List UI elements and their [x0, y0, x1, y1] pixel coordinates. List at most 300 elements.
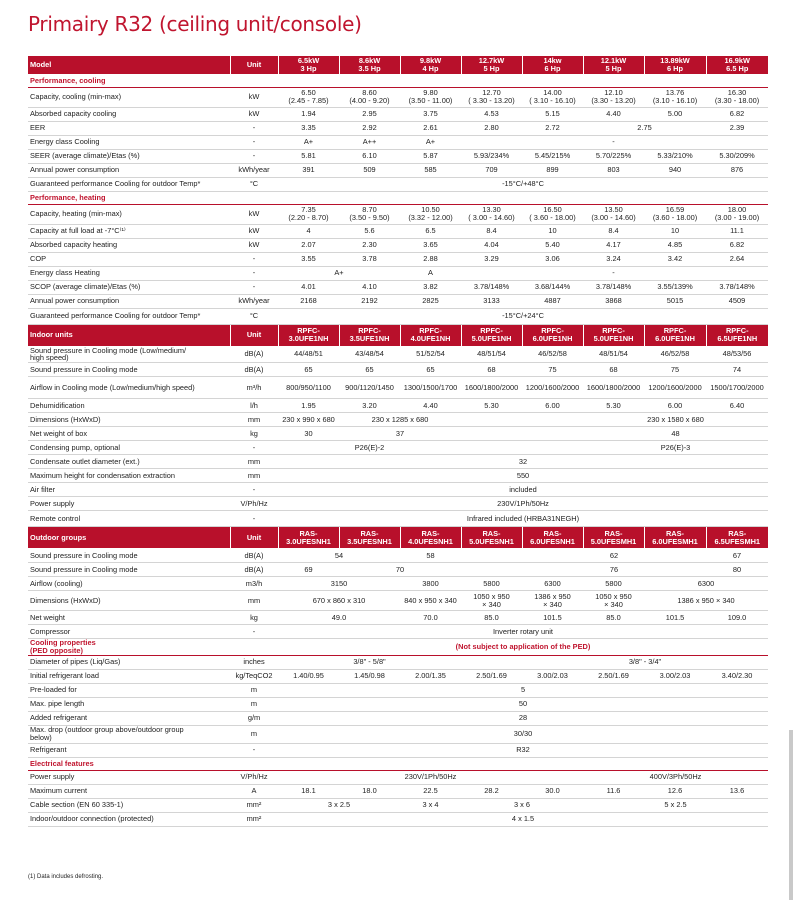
table-row [28, 149, 768, 163]
value-cell: 1300/1500/1700 [400, 377, 461, 399]
value-cell [461, 563, 522, 577]
section-row [28, 639, 768, 656]
value-cell: 6.5 [400, 224, 461, 238]
value-cell: 709 [461, 163, 522, 177]
table-row [28, 280, 768, 294]
value-cell: 1386 x 950 × 340 [644, 591, 768, 611]
table-row [28, 107, 768, 121]
table-row [28, 711, 768, 725]
value-cell: Inverter rotary unit [278, 625, 768, 639]
table-row [28, 413, 768, 427]
row-label: Dimensions (HxWxD) [28, 591, 230, 611]
row-label: Max. pipe length [28, 697, 230, 711]
table-row [28, 399, 768, 413]
value-cell: 4.17 [583, 238, 644, 252]
value-cell: 1050 x 950 × 340 [461, 591, 522, 611]
page-title: Primairy R32 (ceiling unit/console) [28, 12, 362, 36]
table-row [28, 511, 768, 527]
value-cell: 5.30 [583, 399, 644, 413]
value-cell: 1200/1600/2000 [522, 377, 583, 399]
section-title: Performance, heating [28, 191, 768, 204]
scrollbar[interactable] [789, 730, 793, 900]
unit-cell: g/m [230, 711, 278, 725]
column-header: RPFC- 6.0UFE1NH [644, 324, 706, 346]
column-header: RAS- 3.0UFESNH1 [278, 527, 339, 549]
unit-cell: - [230, 280, 278, 294]
value-cell: 10 [522, 224, 583, 238]
value-cell [461, 427, 522, 441]
value-cell [461, 413, 522, 427]
value-cell: 5.30/209% [706, 149, 768, 163]
value-cell: 8.4 [461, 224, 522, 238]
column-header: 6.5kW 3 Hp [278, 56, 339, 74]
value-cell: 230V/1Ph/50Hz [278, 770, 583, 784]
footnote: (1) Data includes defrosting. [28, 874, 104, 880]
value-cell: 28 [278, 711, 768, 725]
table-row [28, 812, 768, 826]
column-header: RAS- 5.0UFESNH1 [461, 527, 522, 549]
value-cell: 16.59 (3.60 - 18.00) [644, 204, 706, 224]
value-cell: 13.6 [706, 784, 768, 798]
unit-cell: - [230, 121, 278, 135]
value-cell: 2.80 [461, 121, 522, 135]
value-cell: 5.93/234% [461, 149, 522, 163]
value-cell: 65 [278, 363, 339, 377]
value-cell: 2.75 [583, 121, 706, 135]
value-cell: 840 x 950 x 340 [400, 591, 461, 611]
column-header: RPFC- 6.5UFE1NH [706, 324, 768, 346]
unit-cell: - [230, 511, 278, 527]
value-cell: 3/8" - 5/8" [278, 655, 461, 669]
value-cell: 2.95 [339, 107, 400, 121]
value-cell: 5.33/210% [644, 149, 706, 163]
unit-cell: - [230, 625, 278, 639]
value-cell [706, 266, 768, 280]
column-header: 12.7kW 5 Hp [461, 56, 522, 74]
table-header-row [28, 527, 768, 549]
unit-cell: Unit [230, 324, 278, 346]
table-row [28, 224, 768, 238]
row-label: Dimensions (HxWxD) [28, 413, 230, 427]
column-header: RPFC- 6.0UFE1NH [522, 324, 583, 346]
unit-cell: dB(A) [230, 549, 278, 563]
column-header: RPFC- 3.0UFE1NH [278, 324, 339, 346]
unit-cell: inches [230, 655, 278, 669]
value-cell: A [400, 266, 461, 280]
value-cell: 75 [522, 363, 583, 377]
value-cell: 65 [339, 363, 400, 377]
row-label: Cable section (EN 60 335-1) [28, 798, 230, 812]
value-cell: 4.85 [644, 238, 706, 252]
row-label: Net weight [28, 611, 230, 625]
table-row [28, 204, 768, 224]
value-cell: 2.00/1.35 [400, 669, 461, 683]
value-cell [706, 135, 768, 149]
unit-cell: - [230, 252, 278, 266]
value-cell: 67 [706, 549, 768, 563]
table-row [28, 252, 768, 266]
value-cell: A++ [339, 135, 400, 149]
value-cell: 3133 [461, 294, 522, 308]
value-cell: 2168 [278, 294, 339, 308]
value-cell: 800/950/1100 [278, 377, 339, 399]
value-cell: 5.40 [522, 238, 583, 252]
value-cell: 46/52/58 [522, 346, 583, 363]
value-cell: 85.0 [583, 611, 644, 625]
table-row [28, 238, 768, 252]
unit-cell: mm [230, 455, 278, 469]
value-cell: 6300 [644, 577, 768, 591]
value-cell: 9.80 (3.50 - 11.00) [400, 87, 461, 107]
table-row [28, 87, 768, 107]
value-cell: 48/53/56 [706, 346, 768, 363]
column-header: RPFC- 3.5UFE1NH [339, 324, 400, 346]
value-cell: 6.40 [706, 399, 768, 413]
column-header: 9.8kW 4 Hp [400, 56, 461, 74]
value-cell: 22.5 [400, 784, 461, 798]
table-row [28, 427, 768, 441]
row-label: Sound pressure in Cooling mode [28, 549, 230, 563]
unit-cell: kW [230, 238, 278, 252]
value-cell: 11.6 [583, 784, 644, 798]
value-cell: 5015 [644, 294, 706, 308]
unit-cell: l/h [230, 399, 278, 413]
value-cell: 68 [583, 363, 644, 377]
row-label: Absorbed capacity cooling [28, 107, 230, 121]
unit-cell: - [230, 743, 278, 757]
value-cell: 16.30 (3.30 - 18.00) [706, 87, 768, 107]
value-cell: 5.45/215% [522, 149, 583, 163]
value-cell: 3.24 [583, 252, 644, 266]
value-cell: 3.00/2.03 [644, 669, 706, 683]
value-cell: 12.10 (3.30 - 13.20) [583, 87, 644, 107]
value-cell: 3.78/148% [706, 280, 768, 294]
value-cell: 43/48/54 [339, 346, 400, 363]
table-row [28, 266, 768, 280]
value-cell: 2.50/1.69 [583, 669, 644, 683]
value-cell: 1.95 [278, 399, 339, 413]
value-cell [522, 427, 583, 441]
row-label: Compressor [28, 625, 230, 639]
unit-cell: Unit [230, 527, 278, 549]
row-label: Air filter [28, 483, 230, 497]
table-row [28, 497, 768, 511]
value-cell: 32 [278, 455, 768, 469]
value-cell: 1200/1600/2000 [644, 377, 706, 399]
unit-cell: kWh/year [230, 294, 278, 308]
value-cell: 2.88 [400, 252, 461, 266]
value-cell: 1.45/0.98 [339, 669, 400, 683]
value-cell: 6.82 [706, 107, 768, 121]
table-row [28, 377, 768, 399]
row-label: COP [28, 252, 230, 266]
value-cell: 4.04 [461, 238, 522, 252]
unit-cell: Unit [230, 56, 278, 74]
column-header: RPFC- 5.0UFE1NH [461, 324, 522, 346]
unit-cell: m [230, 725, 278, 743]
table-row [28, 697, 768, 711]
value-cell: 4 [278, 224, 339, 238]
value-cell: 2.50/1.69 [461, 669, 522, 683]
table-row [28, 563, 768, 577]
row-label: Energy class Cooling [28, 135, 230, 149]
value-cell: 6.00 [644, 399, 706, 413]
value-cell: 391 [278, 163, 339, 177]
value-cell: 2.61 [400, 121, 461, 135]
unit-cell: - [230, 441, 278, 455]
row-label: Sound pressure in Cooling mode [28, 563, 230, 577]
unit-cell: kg/TeqCO2 [230, 669, 278, 683]
row-label: Annual power consumption [28, 294, 230, 308]
value-cell: 230 x 1580 x 680 [583, 413, 768, 427]
section-title: Electrical features [28, 757, 768, 770]
table-row [28, 611, 768, 625]
value-cell: 8.60 (4.00 - 9.20) [339, 87, 400, 107]
value-cell: 3.35 [278, 121, 339, 135]
column-header: RPFC- 4.0UFE1NH [400, 324, 461, 346]
row-label: Maximum height for condensation extraction [28, 469, 230, 483]
table-row [28, 363, 768, 377]
section-row [28, 757, 768, 770]
value-cell: 3800 [400, 577, 461, 591]
value-cell: 12.6 [644, 784, 706, 798]
row-label: Indoor/outdoor connection (protected) [28, 812, 230, 826]
value-cell: 6300 [522, 577, 583, 591]
value-cell: 6.00 [522, 399, 583, 413]
value-cell: 8.4 [583, 224, 644, 238]
value-cell: 54 [278, 549, 400, 563]
value-cell: 3.20 [339, 399, 400, 413]
value-cell: 876 [706, 163, 768, 177]
value-cell: 3.65 [400, 238, 461, 252]
column-header: RAS- 6.0UFESMH1 [644, 527, 706, 549]
value-cell: 3868 [583, 294, 644, 308]
table-row [28, 683, 768, 697]
value-cell: 76 [522, 563, 706, 577]
value-cell: 3.40/2.30 [706, 669, 768, 683]
section-row [28, 74, 768, 87]
value-cell: 28.2 [461, 784, 522, 798]
value-cell: 940 [644, 163, 706, 177]
row-label: Airflow (cooling) [28, 577, 230, 591]
value-cell: 5.6 [339, 224, 400, 238]
table-row [28, 469, 768, 483]
value-cell: 230V/1Ph/50Hz [278, 497, 768, 511]
value-cell: 4.40 [400, 399, 461, 413]
unit-cell: V/Ph/Hz [230, 770, 278, 784]
value-cell: 3.55 [278, 252, 339, 266]
value-cell: 2.72 [522, 121, 583, 135]
value-cell: 5.15 [522, 107, 583, 121]
value-cell: 68 [461, 363, 522, 377]
value-cell: 50 [278, 697, 768, 711]
value-cell [461, 655, 522, 669]
value-cell: 1.94 [278, 107, 339, 121]
value-cell: 46/52/58 [644, 346, 706, 363]
header-label: Indoor units [28, 324, 230, 346]
value-cell: 37 [339, 427, 461, 441]
value-cell: 3.68/144% [522, 280, 583, 294]
value-cell: 3.78/148% [583, 280, 644, 294]
column-header: RPFC- 5.0UFE1NH [583, 324, 644, 346]
value-cell: 101.5 [522, 611, 583, 625]
section-title: Cooling properties (PED opposite) [28, 639, 230, 656]
header-label: Outdoor groups [28, 527, 230, 549]
value-cell: R32 [278, 743, 768, 757]
column-header: 14kw 6 Hp [522, 56, 583, 74]
value-cell: 5.70/225% [583, 149, 644, 163]
column-header: RAS- 6.5UFESMH1 [706, 527, 768, 549]
value-cell [461, 549, 522, 563]
row-label: Sound pressure in Cooling mode (Low/medium/ high speed) [28, 346, 230, 363]
unit-cell: m [230, 697, 278, 711]
value-cell: 48 [583, 427, 768, 441]
column-header: 8.6kW 3.5 Hp [339, 56, 400, 74]
table-row [28, 121, 768, 135]
value-cell: 51/52/54 [400, 346, 461, 363]
value-cell: 13.30 ( 3.00 - 14.60) [461, 204, 522, 224]
unit-cell: kW [230, 224, 278, 238]
value-cell: P26(E)-2 [278, 441, 461, 455]
row-label: Capacity, heating (min-max) [28, 204, 230, 224]
row-label: Added refrigerant [28, 711, 230, 725]
unit-cell: kW [230, 87, 278, 107]
unit-cell: mm [230, 469, 278, 483]
value-cell: 900/1120/1450 [339, 377, 400, 399]
value-cell: 1600/1800/2000 [461, 377, 522, 399]
unit-cell: kg [230, 611, 278, 625]
row-label: Diameter of pipes (Liq/Gas) [28, 655, 230, 669]
unit-cell: - [230, 149, 278, 163]
value-cell: 3150 [278, 577, 400, 591]
value-cell: Infrared included (HRBA31NEGH) [278, 511, 768, 527]
row-label: Guaranteed performance Cooling for outdoor Temp* [28, 177, 230, 191]
unit-cell: °C [230, 308, 278, 324]
value-cell: 62 [522, 549, 706, 563]
table-row [28, 177, 768, 191]
column-header: RAS- 3.5UFESNH1 [339, 527, 400, 549]
unit-cell: mm [230, 591, 278, 611]
value-cell: 13.76 (3.10 - 16.10) [644, 87, 706, 107]
value-cell: 3.00/2.03 [522, 669, 583, 683]
value-cell: 3.29 [461, 252, 522, 266]
row-label: Maximum current [28, 784, 230, 798]
value-cell: 2.30 [339, 238, 400, 252]
value-cell: 4 x 1.5 [278, 812, 768, 826]
value-cell [461, 266, 522, 280]
value-cell: 1600/1800/2000 [583, 377, 644, 399]
value-cell: 49.0 [278, 611, 400, 625]
row-label: Power supply [28, 770, 230, 784]
row-label: Initial refrigerant load [28, 669, 230, 683]
unit-cell: dB(A) [230, 346, 278, 363]
column-header: 13.89kW 6 Hp [644, 56, 706, 74]
value-cell: 5 x 2.5 [583, 798, 768, 812]
spec-table [28, 56, 768, 827]
value-cell [522, 266, 583, 280]
row-label: Pre-loaded for [28, 683, 230, 697]
value-cell: 2825 [400, 294, 461, 308]
value-cell: 48/51/54 [583, 346, 644, 363]
unit-cell: kW [230, 204, 278, 224]
value-cell: (Not subject to application of the PED) [278, 639, 768, 656]
row-label: SCOP (average climate)/Etas (%) [28, 280, 230, 294]
value-cell: 12.70 ( 3.30 - 13.20) [461, 87, 522, 107]
value-cell: 1500/1700/2000 [706, 377, 768, 399]
value-cell: included [278, 483, 768, 497]
value-cell: 101.5 [644, 611, 706, 625]
value-cell: 2.64 [706, 252, 768, 266]
value-cell: 16.50 ( 3.60 - 18.00) [522, 204, 583, 224]
table-row [28, 294, 768, 308]
value-cell: -15°C/+24°C [278, 308, 768, 324]
value-cell [644, 135, 706, 149]
unit-cell: - [230, 483, 278, 497]
table-row [28, 669, 768, 683]
value-cell: 85.0 [461, 611, 522, 625]
value-cell: A+ [400, 135, 461, 149]
value-cell: 30.0 [522, 784, 583, 798]
value-cell: 5.30 [461, 399, 522, 413]
value-cell: 7.35 (2.20 - 8.70) [278, 204, 339, 224]
unit-cell [230, 639, 278, 656]
unit-cell: dB(A) [230, 363, 278, 377]
unit-cell: V/Ph/Hz [230, 497, 278, 511]
spec-table-body [28, 56, 768, 826]
table-row [28, 308, 768, 324]
value-cell: 585 [400, 163, 461, 177]
row-label: Condensate outlet diameter (ext.) [28, 455, 230, 469]
value-cell: 5800 [583, 577, 644, 591]
value-cell: 3.75 [400, 107, 461, 121]
value-cell: 5.87 [400, 149, 461, 163]
value-cell: 18.0 [339, 784, 400, 798]
row-label: Condensing pump, optional [28, 441, 230, 455]
table-header-row [28, 324, 768, 346]
unit-cell: mm [230, 413, 278, 427]
value-cell: -15°C/+48°C [278, 177, 768, 191]
table-header-row [28, 56, 768, 74]
value-cell: 1386 x 950 × 340 [522, 591, 583, 611]
value-cell: 2.07 [278, 238, 339, 252]
row-label: Capacity, cooling (min-max) [28, 87, 230, 107]
unit-cell: kW [230, 107, 278, 121]
value-cell [522, 135, 583, 149]
value-cell: 899 [522, 163, 583, 177]
value-cell: 4.53 [461, 107, 522, 121]
value-cell: 3.06 [522, 252, 583, 266]
table-row [28, 163, 768, 177]
row-label: Airflow in Cooling mode (Low/medium/high speed) [28, 377, 230, 399]
value-cell: 2192 [339, 294, 400, 308]
value-cell: 3.55/139% [644, 280, 706, 294]
value-cell: 550 [278, 469, 768, 483]
value-cell: 5.00 [644, 107, 706, 121]
table-row [28, 549, 768, 563]
row-label: EER [28, 121, 230, 135]
unit-cell: m³/h [230, 377, 278, 399]
value-cell: 3.78/148% [461, 280, 522, 294]
value-cell: 30/30 [278, 725, 768, 743]
value-cell: 5.81 [278, 149, 339, 163]
value-cell: 3.42 [644, 252, 706, 266]
unit-cell: m3/h [230, 577, 278, 591]
row-label: Annual power consumption [28, 163, 230, 177]
value-cell: 18.00 (3.00 - 19.00) [706, 204, 768, 224]
value-cell: 10 [644, 224, 706, 238]
value-cell: 70 [339, 563, 461, 577]
value-cell: 4509 [706, 294, 768, 308]
